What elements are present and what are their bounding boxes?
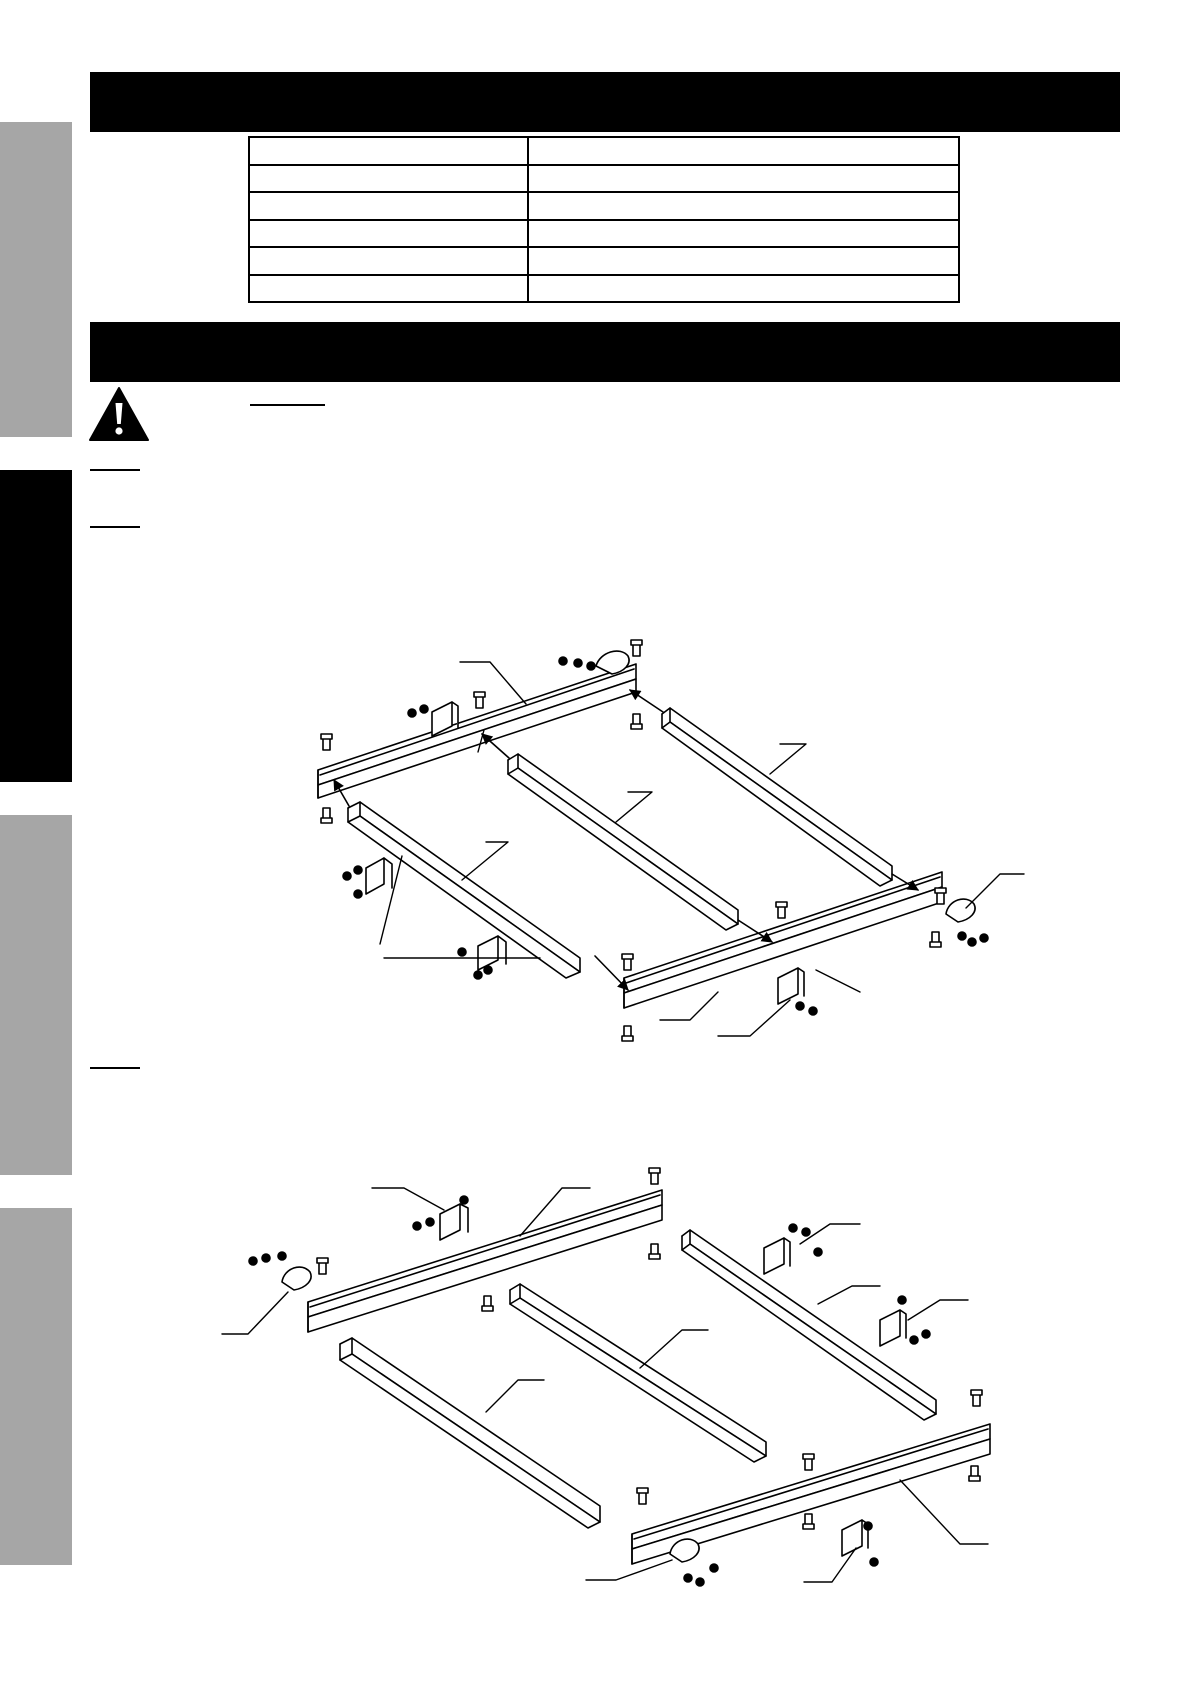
mounting-bracket — [764, 1238, 790, 1274]
left-side-rail — [340, 1338, 600, 1528]
middle-side-rail — [510, 1284, 766, 1462]
corner-plate — [282, 1267, 311, 1290]
mounting-bracket — [880, 1310, 906, 1346]
